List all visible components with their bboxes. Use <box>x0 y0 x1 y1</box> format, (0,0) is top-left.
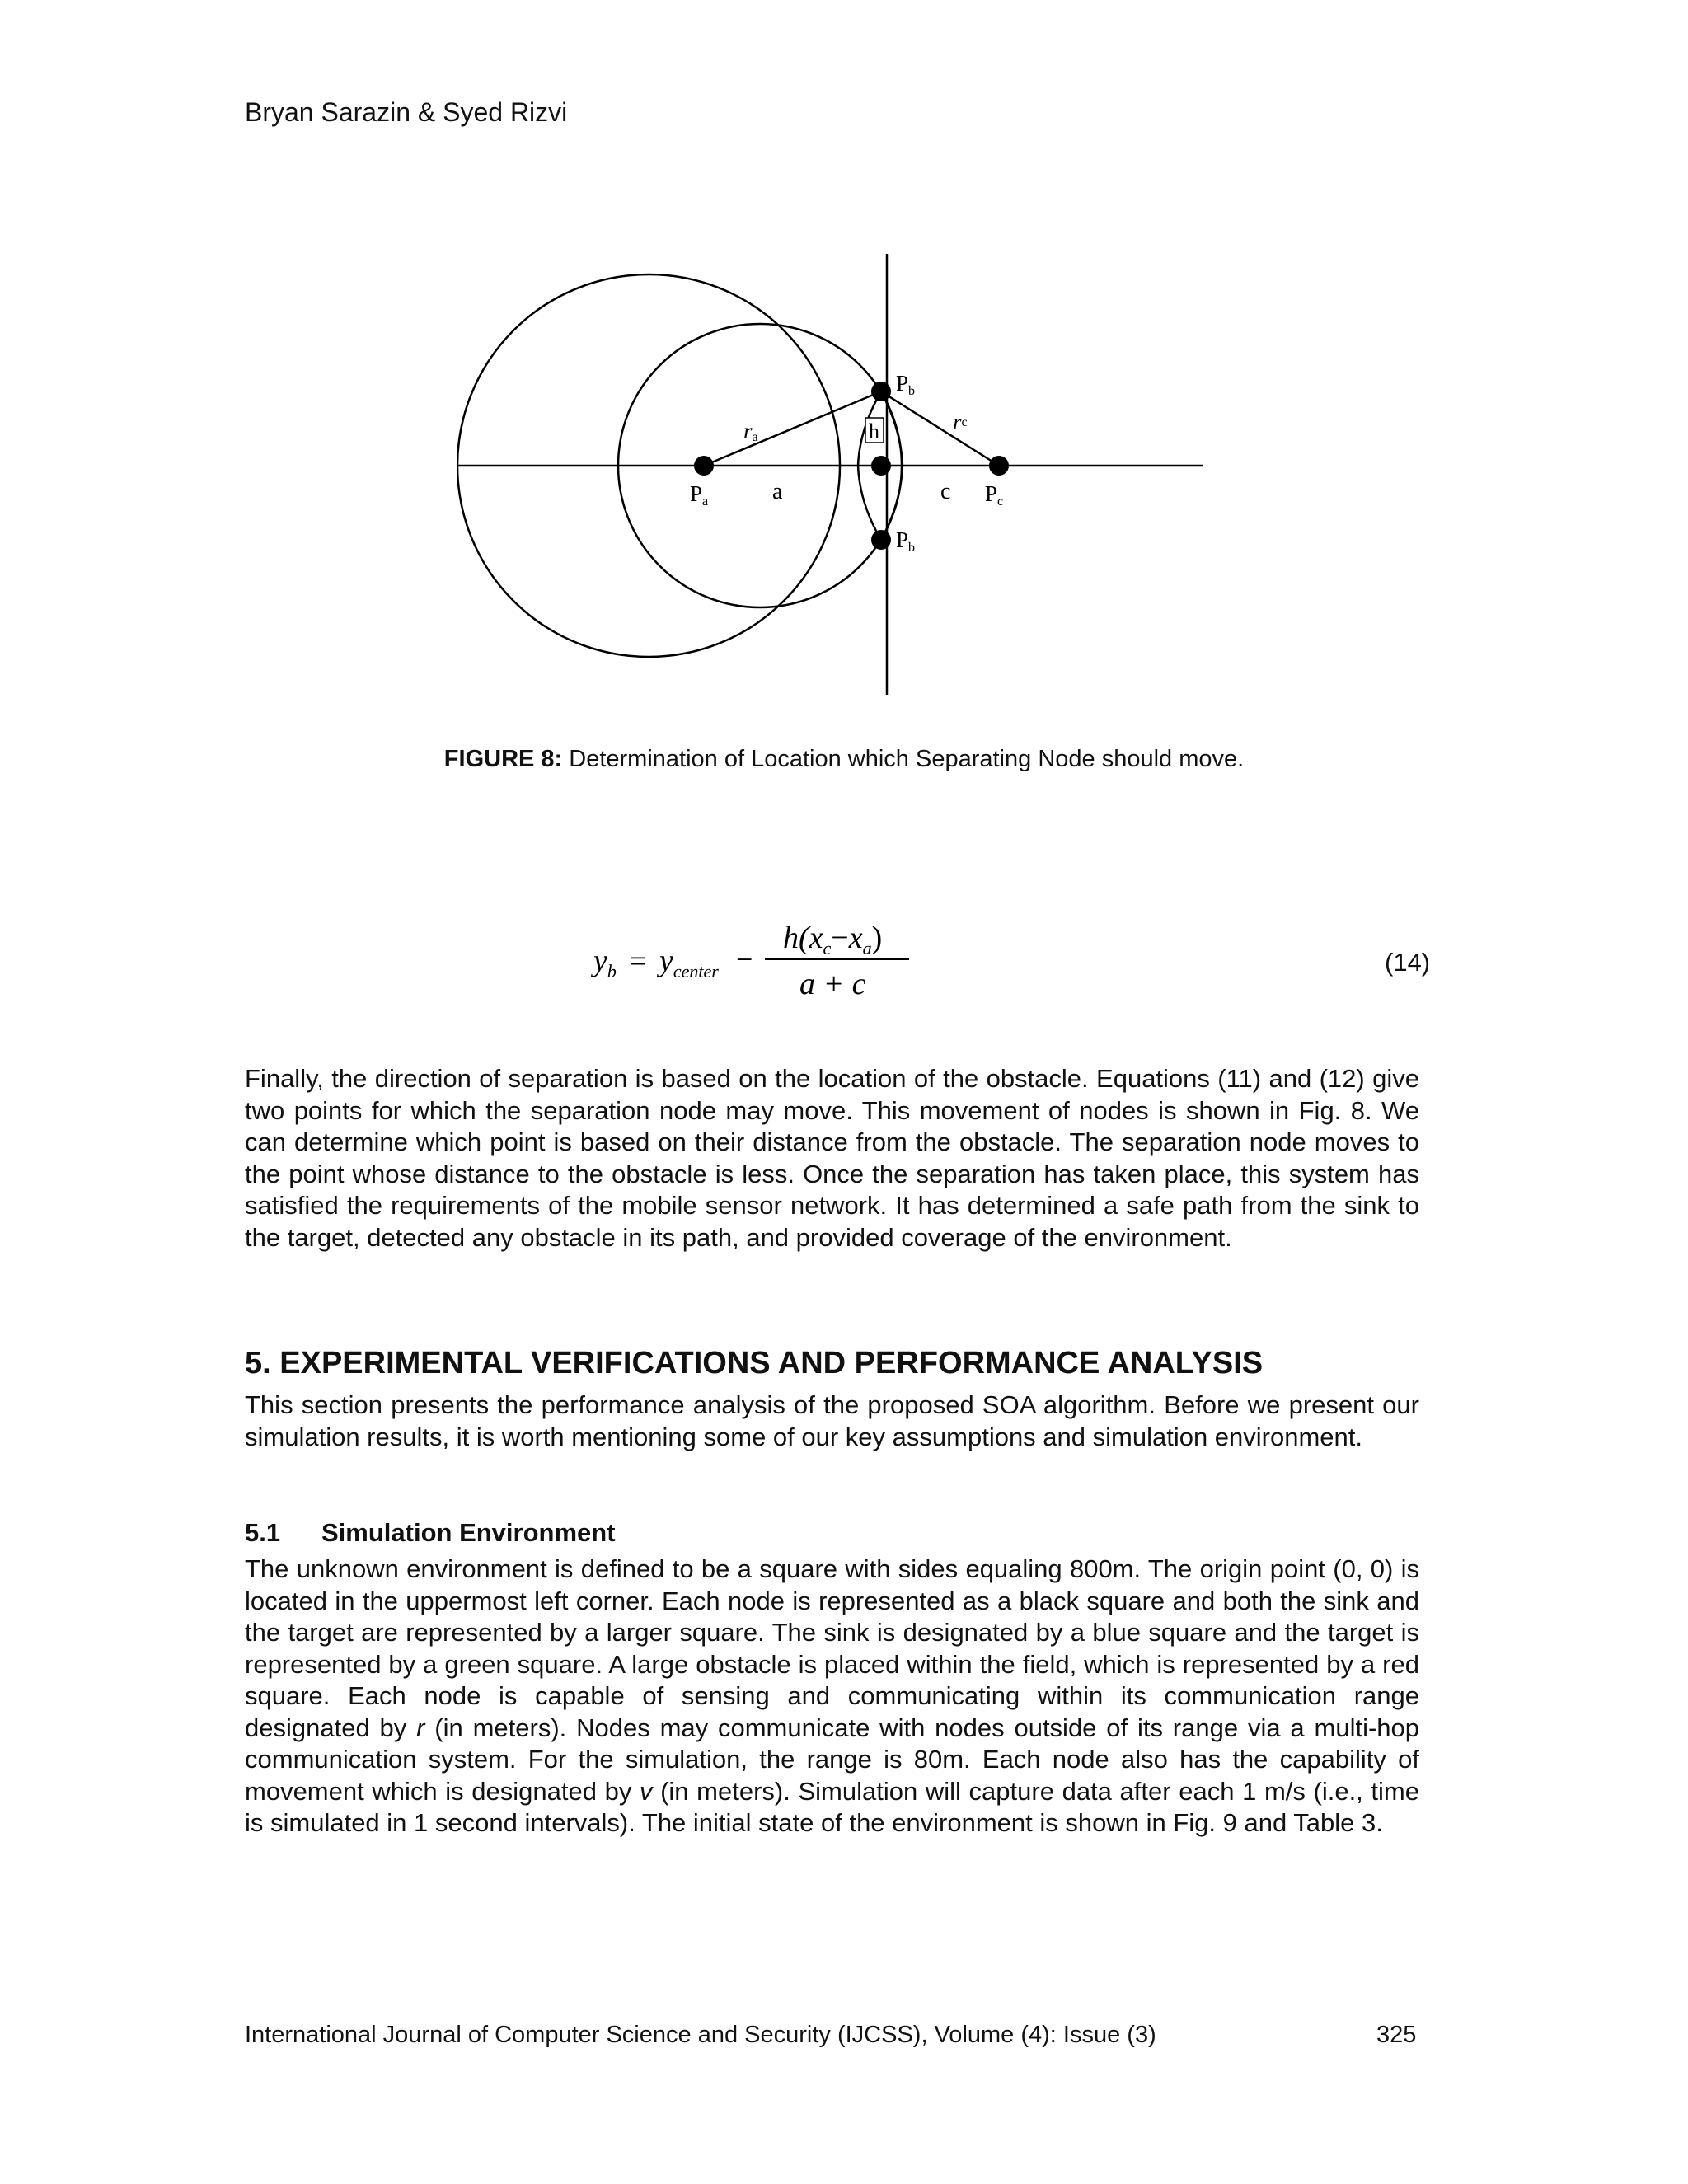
paragraph-section-intro: This section presents the performance analysis of the proposed SOA algorithm. Before we present our simulation results, it is worth mentioning some of our key assumptions and simulation environment. <box>245 1390 1419 1451</box>
label-pc: Pc <box>985 481 1004 509</box>
node-center <box>871 456 891 476</box>
node-pa <box>694 456 714 476</box>
radius-a-line <box>704 391 881 466</box>
caption-label: FIGURE 8: <box>443 746 563 772</box>
para3-text-2: (in meters). Nodes may communicate with nodes outside of its range via a multi-hop communication system. For the simulation, the range is 80m. Each node also has the capability of movement which is designated by <box>245 1713 1419 1806</box>
caption-text: Determination of Location which Separating Node should move. <box>562 746 1245 772</box>
label-h: h <box>869 419 879 443</box>
label-a: a <box>772 479 783 504</box>
node-pc <box>989 456 1009 476</box>
node-pb-top <box>871 382 891 401</box>
label-pa: Pa <box>690 481 709 509</box>
eq-lhs: $y_b$ <box>593 944 617 982</box>
var-r: r <box>416 1713 425 1742</box>
radius-c-line <box>881 391 999 466</box>
figure-caption <box>0 746 1688 773</box>
eq-minus: − <box>736 943 753 976</box>
equation-number: (14) <box>1385 948 1431 977</box>
subsection-title: Simulation Environment <box>321 1518 616 1547</box>
label-rc: rc <box>953 410 968 434</box>
section-5-heading: 5. EXPERIMENTAL VERIFICATIONS AND PERFORMANCE ANALYSIS <box>245 1346 1264 1380</box>
paragraph-separation-direction: Finally, the direction of separation is based on the location of the obstacle. Equations (11) and (12) give two points for which the separation node may move. This movement of nodes is shown in Fig. 8. We can determine which point is based on their distance from the obstacle. The separation node moves to the point whose distance to the obstacle is less. Once the separation has taken place, this system has satisfied the requirements of the mobile sensor network. It has determined a safe path from the sink to the target, detected any obstacle in its path, and provided coverage of the environment. <box>245 1064 1419 1252</box>
para3-text-1: The unknown environment is defined to be a square with sides equaling 800m. The origin point (0, 0) is located in the uppermost left corner. Each node is represented as a black square and both the sink and the target are represented by a larger square. The sink is designated by a blue square and the target is represented by a green square. A large obstacle is placed within the field, which is represented by a red square. Each node is capable of sensing and communicating within its communication range designated by <box>245 1554 1419 1742</box>
paragraph-simulation-environment <box>245 1554 1419 1840</box>
figure-8-diagram <box>457 254 1203 695</box>
para3-text-3: (in meters). Simulation will capture data after each 1 m/s (i.e., time is simulated in 1 second intervals). The initial state of the environment is shown in Fig. 9 and Table 3. <box>245 1776 1419 1837</box>
eq-rhs: $y_{center}$ <box>659 944 719 982</box>
node-pb-bottom <box>871 530 891 550</box>
var-v: v <box>639 1776 653 1806</box>
subsection-number: 5.1 <box>245 1518 281 1547</box>
label-c: c <box>940 479 951 504</box>
subsection-5-1-heading <box>245 1518 616 1548</box>
page-number: 325 <box>1376 2022 1417 2048</box>
label-pb-bottom: Pb <box>896 527 916 555</box>
running-header: Bryan Sarazin & Syed Rizvi <box>245 97 568 127</box>
equation-14 <box>577 907 923 1022</box>
label-ra: ra <box>743 419 758 444</box>
eq-denominator: a + c <box>799 967 866 1001</box>
label-pb-top: Pb <box>896 371 916 398</box>
footer-journal: International Journal of Computer Science and Security (IJCSS), Volume (4): Issue (3) <box>245 2022 1156 2048</box>
eq-numerator: $h(x_c-x_a)$ <box>783 921 883 958</box>
eq-equals: = <box>630 944 647 977</box>
